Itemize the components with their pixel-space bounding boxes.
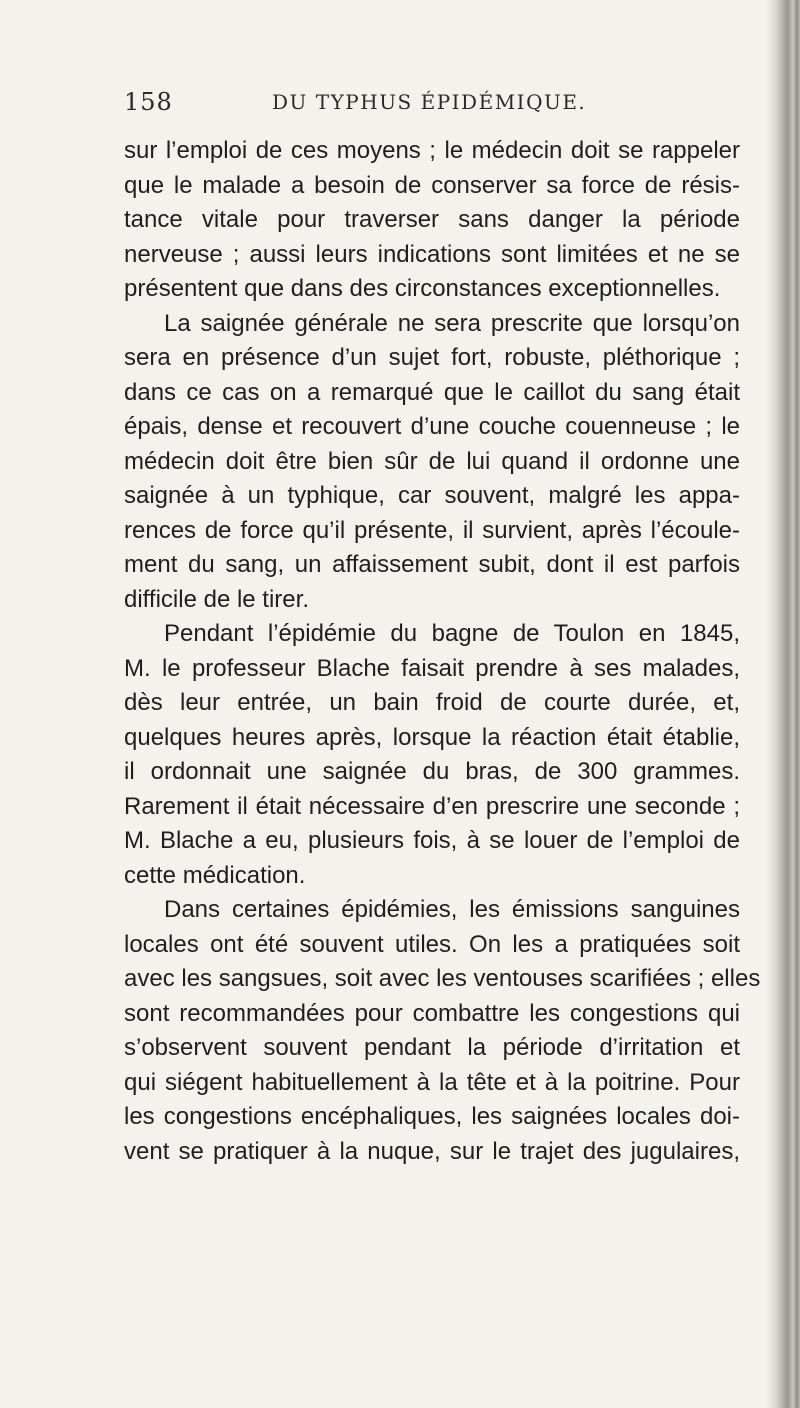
page-edge-shadow [766,0,800,1408]
text-line: rences de force qu’il présente, il survient, après l’écoule- [124,516,740,544]
text-line: vent se pratiquer à la nuque, sur le trajet des jugulaires, [124,1137,740,1165]
text-line: Dans certaines épidémies, les émissions sanguines [164,896,740,923]
text-line: locales ont été souvent utiles. On les a pratiquées soit [124,930,740,958]
text-line: saignée à un typhique, car souvent, malgré les appa- [124,482,740,509]
text-line: sont recommandées pour combattre les congestions qui [124,999,740,1027]
text-line: sur l’emploi de ces moyens ; le médecin doit se rappeler [124,137,740,164]
text-line: M. le professeur Blache faisait prendre à ses malades, [124,654,740,682]
text-line: épais, dense et recouvert d’une couche couenneuse ; le [124,413,740,440]
text-line: que le malade a besoin de conserver sa force de résis- [124,171,740,199]
text-line: les congestions encéphaliques, les saignées locales doi- [124,1103,740,1130]
page-header [124,88,746,118]
text-line: sera en présence d’un sujet fort, robuste, pléthorique ; [124,344,740,371]
page-number: 158 [124,88,173,116]
text-line: tance vitale pour traverser sans danger la période [124,206,740,233]
text-line: dès leur entrée, un bain froid de courte durée, et, [124,689,740,716]
text-line: La saignée générale ne sera prescrite que lorsqu’on [164,309,740,337]
text-line: présentent que dans des circonstances exceptionnelles. [124,275,721,302]
text-line: s’observent souvent pendant la période d’irritation et [124,1034,740,1061]
running-title: DU TYPHUS ÉPIDÉMIQUE. [272,90,587,114]
text-line: Rarement il était nécessaire d’en prescrire une seconde ; [124,792,740,820]
text-line: avec les sangsues, soit avec les ventouses scarifiées ; elles [124,965,761,992]
text-line: médecin doit être bien sûr de lui quand il ordonne une [124,447,740,475]
text-line: quelques heures après, lorsque la réaction était établie, [124,723,740,751]
text-line: dans ce cas on a remarqué que le caillot du sang était [124,378,740,406]
text-line: nerveuse ; aussi leurs indications sont limitées et ne se [124,240,740,268]
body-text [124,134,761,1169]
text-line: difficile de le tirer. [124,585,309,613]
text-line: il ordonnait une saignée du bras, de 300 grammes. [124,758,740,785]
text-line: ment du sang, un affaissement subit, dont il est parfois [124,551,740,578]
text-line: cette médication. [124,861,306,889]
text-line: qui siégent habituellement à la tête et à la poitrine. Pour [124,1068,740,1096]
text-line: Pendant l’épidémie du bagne de Toulon en 1845, [164,620,740,647]
text-line: M. Blache a eu, plusieurs fois, à se louer de l’emploi de [124,827,740,854]
